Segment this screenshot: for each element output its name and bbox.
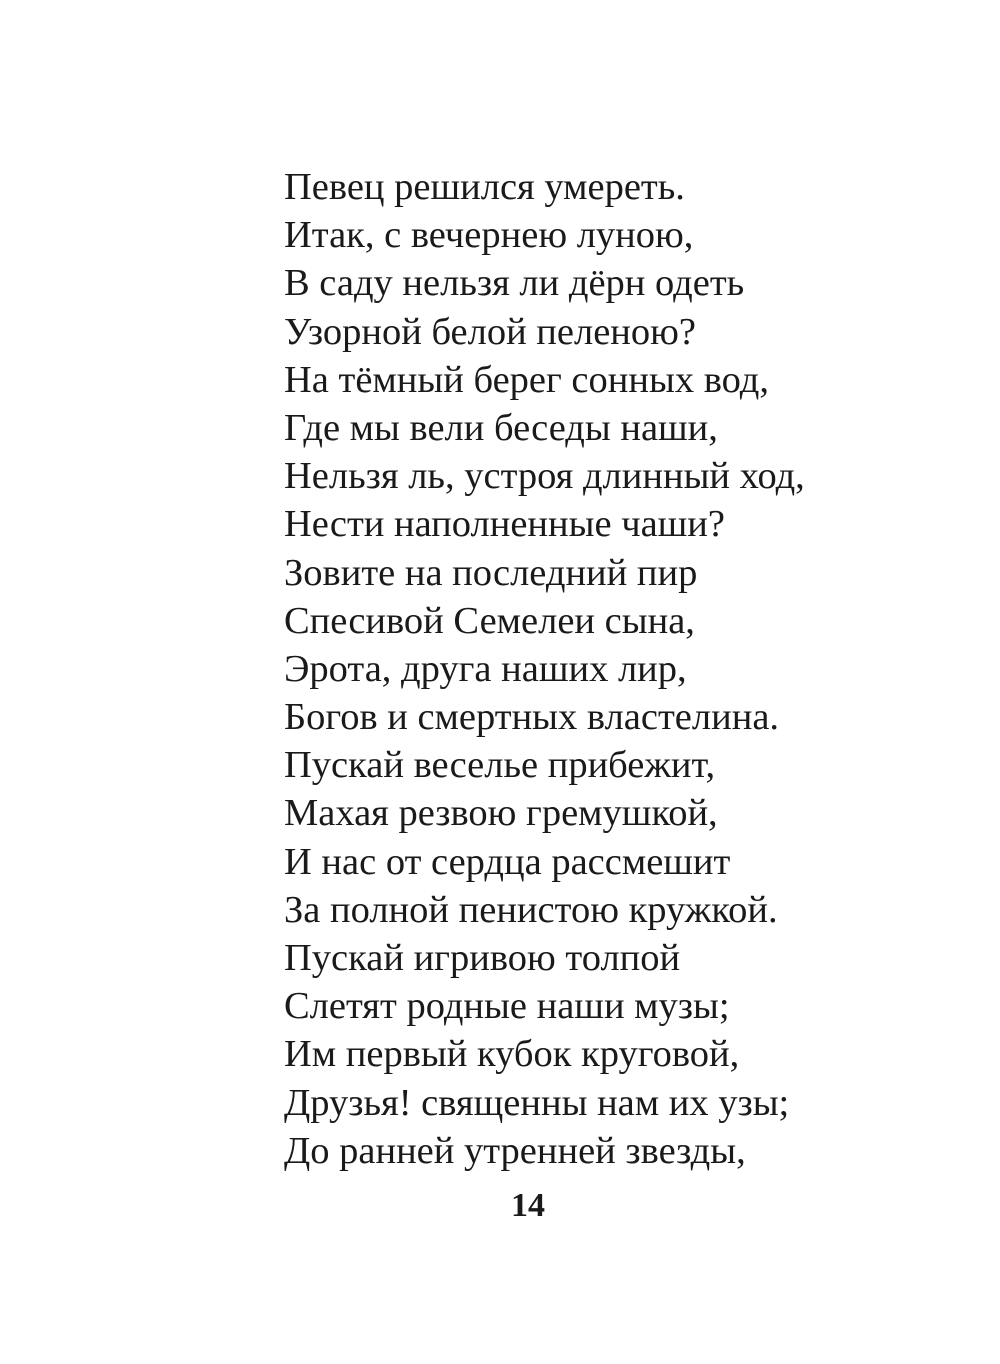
poem-line: В саду нельзя ли дёрн одеть [284, 262, 745, 305]
poem-line: До ранней утренней звезды, [284, 1129, 746, 1172]
poem-line: Спесивой Семелеи сына, [284, 599, 695, 642]
poem-line: За полной пенистою кружкой. [284, 888, 778, 931]
poem-line: Богов и смертных властелина. [284, 696, 780, 739]
poem-line: Нельзя ль, устроя длинный ход, [284, 455, 805, 498]
poem-line: Пускай игривою толпой [284, 937, 681, 979]
poem-line: Нести наполненные чаши? [284, 503, 726, 546]
page-number: 14 [511, 1187, 545, 1224]
poem-line: Узорной белой пеленою? [284, 310, 696, 353]
poem-line: Эрота, друга наших лир, [284, 647, 687, 690]
poem-text [284, 163, 805, 1175]
poem-line: Певец решился умереть. [284, 166, 685, 208]
poem-line: Зовите на последний пир [284, 551, 698, 594]
poem-line: На тёмный берег сонных вод, [284, 358, 769, 401]
poem-line: Где мы вели беседы наши, [284, 406, 718, 449]
poem-line: Итак, с вечернею луною, [284, 214, 694, 257]
poem-line: Махая резвою гремушкой, [284, 792, 718, 835]
poem-line: Друзья! священны нам их узы; [284, 1081, 790, 1124]
poem-line: И нас от сердца рассмешит [284, 840, 731, 883]
poem-line: Пускай веселье прибежит, [284, 744, 716, 787]
poem-line: Слетят родные наши музы; [284, 985, 730, 1028]
poem-line: Им первый кубок круговой, [284, 1033, 740, 1076]
